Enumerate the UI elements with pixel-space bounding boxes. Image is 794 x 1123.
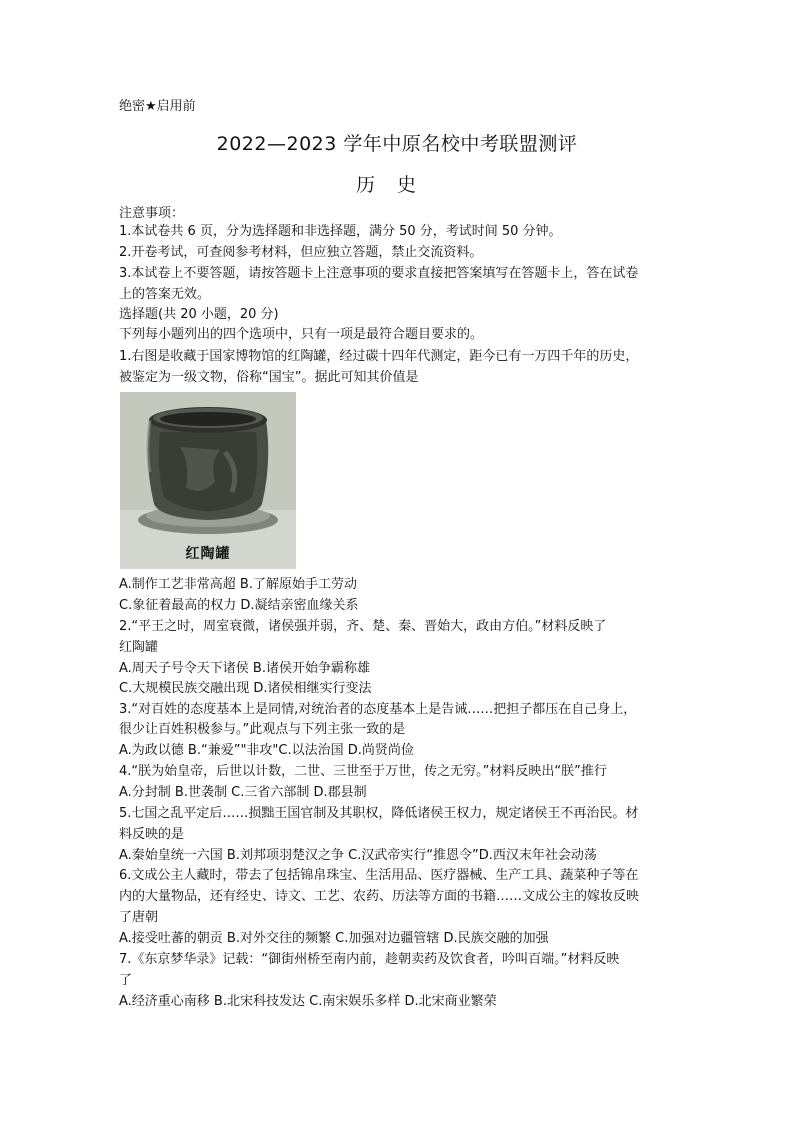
- question-1-options-ab: A.制作工艺非常高超 B.了解原始手工劳动: [119, 577, 357, 592]
- question-6-line-2: 内的大量物品，还有经史、诗文、工艺、农药、历法等方面的书籍……文成公主的嫁妆反映: [119, 889, 640, 904]
- question-5-line-1: 5.七国之乱平定后……损黜王国官制及其职权，降低诸侯王权力，规定诸侯王不再治民。材: [119, 806, 639, 821]
- note-1: 1.本试卷共 6 页，分为选择题和非选择题，满分 50 分，考试时间 50 分钟。: [119, 224, 562, 239]
- question-6-line-3: 了唐朝: [119, 910, 159, 925]
- question-6-line-1: 6.文成公主人藏时，带去了包括锦帛珠宝、生活用品、医疗器械、生产工具、蔬菜种子等在: [119, 868, 639, 883]
- notes-heading: 注意事项：: [119, 206, 185, 221]
- question-1-line-2: 被鉴定为一级文物，俗称“国宝”。据此可知其价值是: [119, 370, 419, 385]
- question-2-line-2: 红陶罐: [119, 640, 159, 655]
- question-5-options: A.秦始皇统一六国 B.刘邦项羽楚汉之争 C.汉武帝实行“推恩令”D.西汉末年社会动荡: [119, 848, 597, 863]
- secret-mark: 绝密★启用前: [119, 99, 196, 114]
- question-5-line-2: 料反映的是: [119, 827, 185, 842]
- subject-title: 历史: [355, 174, 438, 196]
- section-title: 选择题(共 20 小题，20 分): [119, 307, 279, 322]
- question-3-options: A.为政以德 B.“兼爱”"非攻"C.以法治国 D.尚贤尚俭: [119, 743, 414, 758]
- question-3-line-2: 很少让百姓积极参与。”此观点与下列主张一致的是: [119, 722, 406, 737]
- image-caption: 红陶罐: [185, 546, 231, 562]
- question-1-line-1: 1.右图是收藏于国家博物馆的红陶罐，经过碳十四年代测定，距今已有一万四千年的历史，: [119, 349, 639, 364]
- note-3b: 上的答案无效。: [119, 287, 211, 302]
- note-3a: 3.本试卷上不要答题，请按答题卡上注意事项的要求直接把答案填写在答题卡上，答在试卷: [119, 266, 639, 281]
- question-7-line-2: 了: [119, 973, 133, 988]
- note-2: 2.开卷考试，可查阅参考材料，但应独立答题，禁止交流资料。: [119, 245, 483, 260]
- question-7-options: A.经济重心南移 B.北宋科技发达 C.南宋娱乐多样 D.北宋商业繁荣: [119, 994, 497, 1009]
- exam-title: 2022—2023 学年中原名校中考联盟测评: [216, 133, 578, 155]
- question-1-options-cd: C.象征着最高的权力 D.凝结亲密血缘关系: [119, 598, 359, 613]
- question-2-options-cd: C.大规模民族交融出现 D.诸侯相继实行变法: [119, 681, 372, 696]
- question-6-options: A.接受吐蕃的朝贡 B.对外交往的频繁 C.加强对边疆管辖 D.民族交融的加强: [119, 931, 549, 946]
- question-2-line-1: 2.“平王之时，周室衰微，诸侯强并弱，齐、楚、秦、晋始大，政由方伯。”材料反映了: [119, 619, 607, 634]
- question-4-line-1: 4.“朕为始皇帝，后世以计数，二世、三世至于万世，传之无穷。”材料反映出“朕”推行: [119, 764, 607, 779]
- red-pottery-jar-image: [120, 392, 296, 569]
- question-2-options-ab: A.周天子号令天下诸侯 B.诸侯开始争霸称雄: [119, 661, 370, 676]
- section-instruction: 下列每小题列出的四个选项中，只有一项是最符合题目要求的。: [119, 327, 484, 342]
- question-4-options: A.分封制 B.世袭制 C.三省六部制 D.郡县制: [119, 785, 367, 800]
- question-7-line-1: 7.《东京梦华录》记载：“御街州桥至南内前，趁朝卖药及饮食者，吟叫百端。”材料反映: [119, 952, 620, 967]
- question-3-line-1: 3.“对百姓的态度基本上是同情,对统治者的态度基本上是告诫……把担子都压在自己身上，: [119, 702, 637, 717]
